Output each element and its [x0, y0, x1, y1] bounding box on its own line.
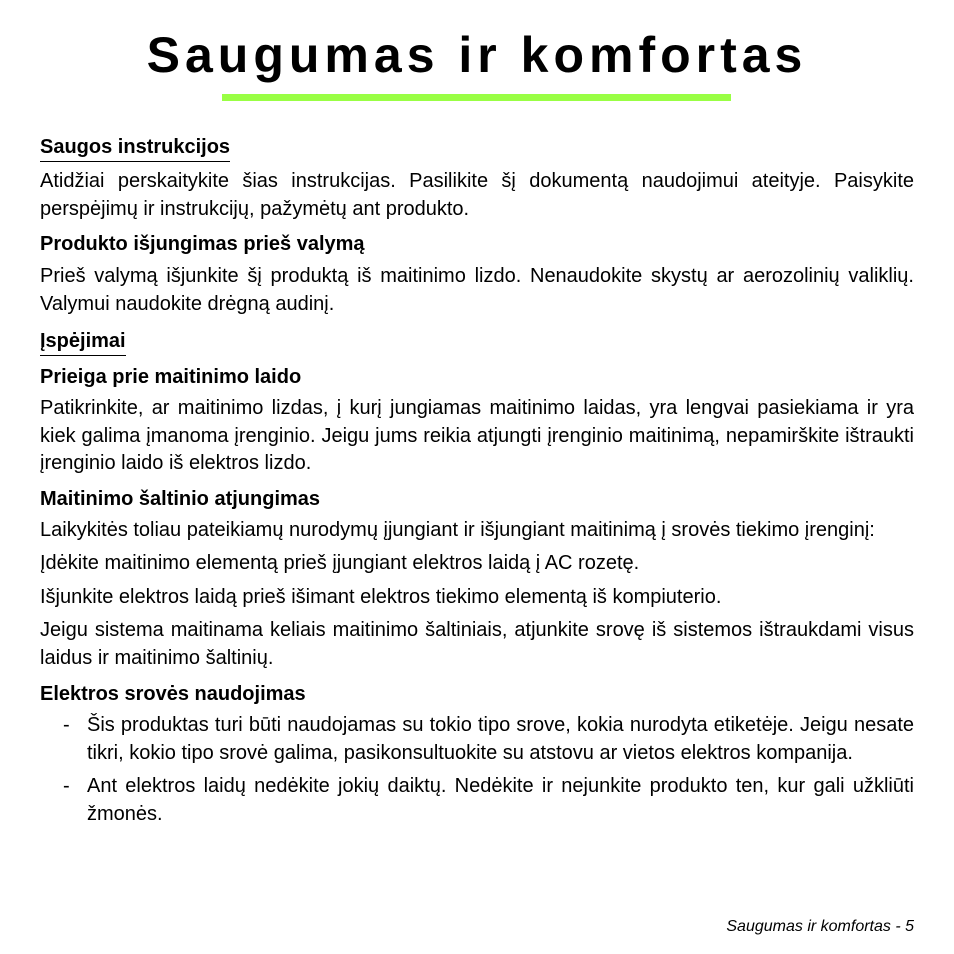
- document-body: [40, 134, 914, 828]
- paragraph-power-disconnect-1: Laikykitės toliau pateikiamų nurodymų įjungiant ir išjungiant maitinimą į srovės tiekimo įrenginį:: [40, 518, 875, 541]
- paragraph-power-disconnect-3: Išjunkite elektros laidą prieš išimant elektros tiekimo elementą iš kompiuterio.: [40, 585, 722, 608]
- paragraph-power-disconnect-2: Įdėkite maitinimo elementą prieš įjungiant elektros laidą į AC rozetę.: [40, 552, 640, 574]
- section-safety-instructions: [40, 134, 914, 223]
- list-item-text: Ant elektros laidų nedėkite jokių daiktų. Nedėkite ir nejunkite produkto ten, kur gali užkliūti žmonės.: [87, 775, 914, 825]
- page-title: Saugumas ir komfortas: [146, 27, 808, 83]
- power-usage-list: [40, 712, 914, 828]
- title-underline-bar: [222, 94, 731, 101]
- list-item-text: Šis produktas turi būti naudojamas su tokio tipo srove, kokia nurodyta etiketėje. Jeigu nesate tikri, kokio tipo srovė galima, pasikonsultuokite su atstovu ar vietos elektros kompanija.: [87, 714, 914, 764]
- list-dash: -: [63, 714, 70, 736]
- heading-power-usage: Elektros srovės naudojimas: [40, 683, 306, 705]
- paragraph-safety-instructions: Atidžiai perskaitykite šias instrukcijas. Pasilikite šį dokumentą naudojimui ateityje. Paisykite perspėjimų ir instrukcijų, pažymėtų ant produkto.: [40, 170, 914, 220]
- heading-safety-instructions: Saugos instrukcijos: [40, 134, 230, 162]
- paragraph-power-disconnect-4: Jeigu sistema maitinama keliais maitinimo šaltiniais, atjunkite srovę iš sistemos ištraukdami visus laidus ir maitinimo šaltinių.: [40, 619, 914, 669]
- heading-power-cord-access: Prieiga prie maitinimo laido: [40, 366, 302, 388]
- list-item: [40, 773, 914, 828]
- page-footer: Saugumas ir komfortas - 5: [726, 918, 914, 935]
- heading-cleaning: Produkto išjungimas prieš valymą: [40, 233, 365, 255]
- paragraph-power-cord-access: Patikrinkite, ar maitinimo lizdas, į kurį jungiamas maitinimo laidas, yra lengvai pasiekiama ir yra kiek galima įmanoma įrenginio. Jeigu jums reikia atjungti įrenginio maitinimą, nepamirškite ištraukti įrenginio laido iš elektros lizdo.: [40, 397, 914, 474]
- list-item: [40, 712, 914, 767]
- heading-power-disconnect: Maitinimo šaltinio atjungimas: [40, 487, 321, 510]
- heading-warnings: Įspėjimai: [40, 328, 126, 356]
- list-dash: -: [63, 775, 70, 797]
- paragraph-cleaning: Prieš valymą išjunkite šį produktą iš maitinimo lizdo. Nenaudokite skystų ar aerozolinių valiklių. Valymui naudokite drėgną audinį.: [40, 265, 914, 315]
